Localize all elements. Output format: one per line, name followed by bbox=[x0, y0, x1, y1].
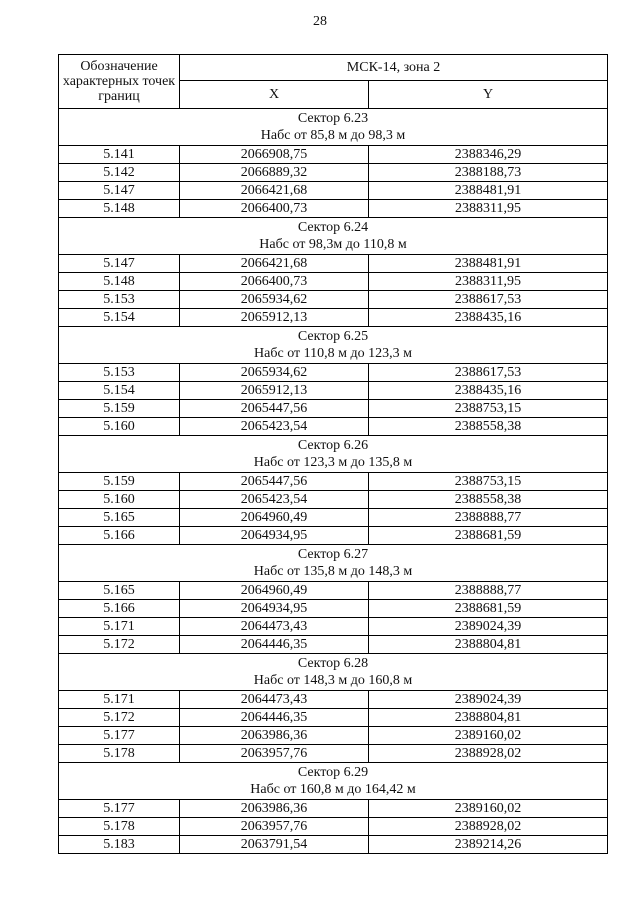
coordinates-table bbox=[58, 54, 608, 854]
y-coordinate-cell: 2388346,29 bbox=[369, 146, 608, 164]
sector-header bbox=[59, 654, 608, 691]
point-id-cell: 5.172 bbox=[59, 709, 180, 727]
x-coordinate-cell: 2063986,36 bbox=[180, 800, 369, 818]
point-label-header: Обозначение характерных точек границ bbox=[59, 55, 180, 109]
x-coordinate-cell: 2064473,43 bbox=[180, 691, 369, 709]
table-row bbox=[59, 400, 608, 418]
y-coordinate-cell: 2388928,02 bbox=[369, 745, 608, 763]
y-coordinate-cell: 2388804,81 bbox=[369, 636, 608, 654]
x-coordinate-cell: 2065912,13 bbox=[180, 382, 369, 400]
table-row bbox=[59, 164, 608, 182]
y-coordinate-cell: 2389160,02 bbox=[369, 727, 608, 745]
point-id-cell: 5.171 bbox=[59, 618, 180, 636]
table-row bbox=[59, 727, 608, 745]
table-row bbox=[59, 509, 608, 527]
y-coordinate-cell: 2389214,26 bbox=[369, 836, 608, 854]
table-row bbox=[59, 582, 608, 600]
sector-header-row bbox=[59, 654, 608, 691]
y-coordinate-cell: 2388681,59 bbox=[369, 600, 608, 618]
sector-title: Сектор 6.23 bbox=[297, 111, 369, 126]
table-row bbox=[59, 182, 608, 200]
table-row bbox=[59, 818, 608, 836]
point-id-cell: 5.166 bbox=[59, 527, 180, 545]
sector-title: Сектор 6.25 bbox=[297, 329, 369, 344]
table-row bbox=[59, 709, 608, 727]
sector-height-range: Набс от 123,3 м до 135,8 м bbox=[253, 455, 413, 470]
sector-height-range: Набс от 98,3м до 110,8 м bbox=[259, 237, 407, 252]
y-coordinate-cell: 2388558,38 bbox=[369, 418, 608, 436]
y-coordinate-cell: 2388617,53 bbox=[369, 364, 608, 382]
y-coordinate-cell: 2388311,95 bbox=[369, 200, 608, 218]
sector-title: Сектор 6.26 bbox=[297, 438, 369, 453]
page-number: 28 bbox=[313, 14, 327, 29]
table-row bbox=[59, 836, 608, 854]
x-coordinate-cell: 2064960,49 bbox=[180, 582, 369, 600]
x-coordinate-cell: 2063791,54 bbox=[180, 836, 369, 854]
table-row bbox=[59, 309, 608, 327]
x-coordinate-cell: 2064934,95 bbox=[180, 600, 369, 618]
sector-header-row bbox=[59, 109, 608, 146]
x-coordinate-cell: 2065934,62 bbox=[180, 364, 369, 382]
point-id-cell: 5.172 bbox=[59, 636, 180, 654]
point-id-cell: 5.166 bbox=[59, 600, 180, 618]
x-coordinate-cell: 2064446,35 bbox=[180, 636, 369, 654]
sector-header-row bbox=[59, 545, 608, 582]
point-id-cell: 5.147 bbox=[59, 255, 180, 273]
sector-header-row bbox=[59, 436, 608, 473]
table-row bbox=[59, 800, 608, 818]
sector-height-range: Набс от 135,8 м до 148,3 м bbox=[253, 564, 413, 579]
point-id-cell: 5.177 bbox=[59, 727, 180, 745]
sector-header-row bbox=[59, 327, 608, 364]
sector-title: Сектор 6.27 bbox=[297, 547, 369, 562]
x-coordinate-cell: 2064934,95 bbox=[180, 527, 369, 545]
x-coordinate-cell: 2064960,49 bbox=[180, 509, 369, 527]
point-id-cell: 5.141 bbox=[59, 146, 180, 164]
point-id-cell: 5.160 bbox=[59, 491, 180, 509]
coord-system-header: МСК-14, зона 2 bbox=[180, 55, 608, 81]
point-id-cell: 5.148 bbox=[59, 200, 180, 218]
x-coordinate-cell: 2063986,36 bbox=[180, 727, 369, 745]
y-column-header: Y bbox=[369, 81, 608, 109]
y-coordinate-cell: 2389160,02 bbox=[369, 800, 608, 818]
x-coordinate-cell: 2065912,13 bbox=[180, 309, 369, 327]
table-row bbox=[59, 255, 608, 273]
sector-header-row bbox=[59, 763, 608, 800]
x-column-header: X bbox=[180, 81, 369, 109]
x-coordinate-cell: 2066421,68 bbox=[180, 182, 369, 200]
x-coordinate-cell: 2064446,35 bbox=[180, 709, 369, 727]
point-id-cell: 5.165 bbox=[59, 582, 180, 600]
y-coordinate-cell: 2388435,16 bbox=[369, 382, 608, 400]
y-coordinate-cell: 2388481,91 bbox=[369, 255, 608, 273]
point-id-cell: 5.165 bbox=[59, 509, 180, 527]
y-coordinate-cell: 2388558,38 bbox=[369, 491, 608, 509]
point-id-cell: 5.147 bbox=[59, 182, 180, 200]
x-coordinate-cell: 2065934,62 bbox=[180, 291, 369, 309]
point-id-cell: 5.183 bbox=[59, 836, 180, 854]
point-id-cell: 5.160 bbox=[59, 418, 180, 436]
table-row bbox=[59, 636, 608, 654]
point-id-cell: 5.153 bbox=[59, 291, 180, 309]
x-coordinate-cell: 2065423,54 bbox=[180, 418, 369, 436]
sector-header bbox=[59, 545, 608, 582]
x-coordinate-cell: 2066908,75 bbox=[180, 146, 369, 164]
table-row bbox=[59, 527, 608, 545]
sector-header bbox=[59, 436, 608, 473]
y-coordinate-cell: 2388481,91 bbox=[369, 182, 608, 200]
table-row bbox=[59, 491, 608, 509]
y-coordinate-cell: 2388888,77 bbox=[369, 509, 608, 527]
sector-title: Сектор 6.29 bbox=[297, 765, 369, 780]
x-coordinate-cell: 2063957,76 bbox=[180, 818, 369, 836]
table-row bbox=[59, 382, 608, 400]
point-id-cell: 5.154 bbox=[59, 309, 180, 327]
sector-height-range: Набс от 110,8 м до 123,3 м bbox=[254, 346, 412, 361]
y-coordinate-cell: 2389024,39 bbox=[369, 691, 608, 709]
x-coordinate-cell: 2064473,43 bbox=[180, 618, 369, 636]
point-id-cell: 5.154 bbox=[59, 382, 180, 400]
y-coordinate-cell: 2388435,16 bbox=[369, 309, 608, 327]
point-id-cell: 5.159 bbox=[59, 400, 180, 418]
x-coordinate-cell: 2063957,76 bbox=[180, 745, 369, 763]
table-row bbox=[59, 273, 608, 291]
point-id-cell: 5.178 bbox=[59, 818, 180, 836]
x-coordinate-cell: 2066400,73 bbox=[180, 273, 369, 291]
point-id-cell: 5.153 bbox=[59, 364, 180, 382]
y-coordinate-cell: 2389024,39 bbox=[369, 618, 608, 636]
sector-header-row bbox=[59, 218, 608, 255]
point-id-cell: 5.177 bbox=[59, 800, 180, 818]
y-coordinate-cell: 2388888,77 bbox=[369, 582, 608, 600]
y-coordinate-cell: 2388311,95 bbox=[369, 273, 608, 291]
sector-title: Сектор 6.28 bbox=[297, 656, 369, 671]
y-coordinate-cell: 2388804,81 bbox=[369, 709, 608, 727]
table-row bbox=[59, 691, 608, 709]
table-row bbox=[59, 200, 608, 218]
y-coordinate-cell: 2388188,73 bbox=[369, 164, 608, 182]
table-row bbox=[59, 418, 608, 436]
x-coordinate-cell: 2066400,73 bbox=[180, 200, 369, 218]
point-id-cell: 5.142 bbox=[59, 164, 180, 182]
table-row bbox=[59, 618, 608, 636]
x-coordinate-cell: 2066889,32 bbox=[180, 164, 369, 182]
point-id-cell: 5.148 bbox=[59, 273, 180, 291]
table-row bbox=[59, 146, 608, 164]
sector-header bbox=[59, 218, 608, 255]
x-coordinate-cell: 2066421,68 bbox=[180, 255, 369, 273]
x-coordinate-cell: 2065447,56 bbox=[180, 400, 369, 418]
table-row bbox=[59, 600, 608, 618]
sector-header bbox=[59, 763, 608, 800]
y-coordinate-cell: 2388928,02 bbox=[369, 818, 608, 836]
sector-header bbox=[59, 327, 608, 364]
y-coordinate-cell: 2388681,59 bbox=[369, 527, 608, 545]
table-body bbox=[59, 109, 608, 854]
point-id-cell: 5.178 bbox=[59, 745, 180, 763]
point-id-cell: 5.159 bbox=[59, 473, 180, 491]
sector-height-range: Набс от 148,3 м до 160,8 м bbox=[253, 673, 413, 688]
table-row bbox=[59, 291, 608, 309]
y-coordinate-cell: 2388753,15 bbox=[369, 400, 608, 418]
table-header bbox=[59, 55, 608, 109]
y-coordinate-cell: 2388617,53 bbox=[369, 291, 608, 309]
sector-height-range: Набс от 160,8 м до 164,42 м bbox=[250, 782, 416, 797]
y-coordinate-cell: 2388753,15 bbox=[369, 473, 608, 491]
sector-header bbox=[59, 109, 608, 146]
table-row bbox=[59, 473, 608, 491]
sector-title: Сектор 6.24 bbox=[297, 220, 369, 235]
point-id-cell: 5.171 bbox=[59, 691, 180, 709]
table-row bbox=[59, 745, 608, 763]
x-coordinate-cell: 2065423,54 bbox=[180, 491, 369, 509]
sector-height-range: Набс от 85,8 м до 98,3 м bbox=[260, 128, 406, 143]
table-row bbox=[59, 364, 608, 382]
x-coordinate-cell: 2065447,56 bbox=[180, 473, 369, 491]
